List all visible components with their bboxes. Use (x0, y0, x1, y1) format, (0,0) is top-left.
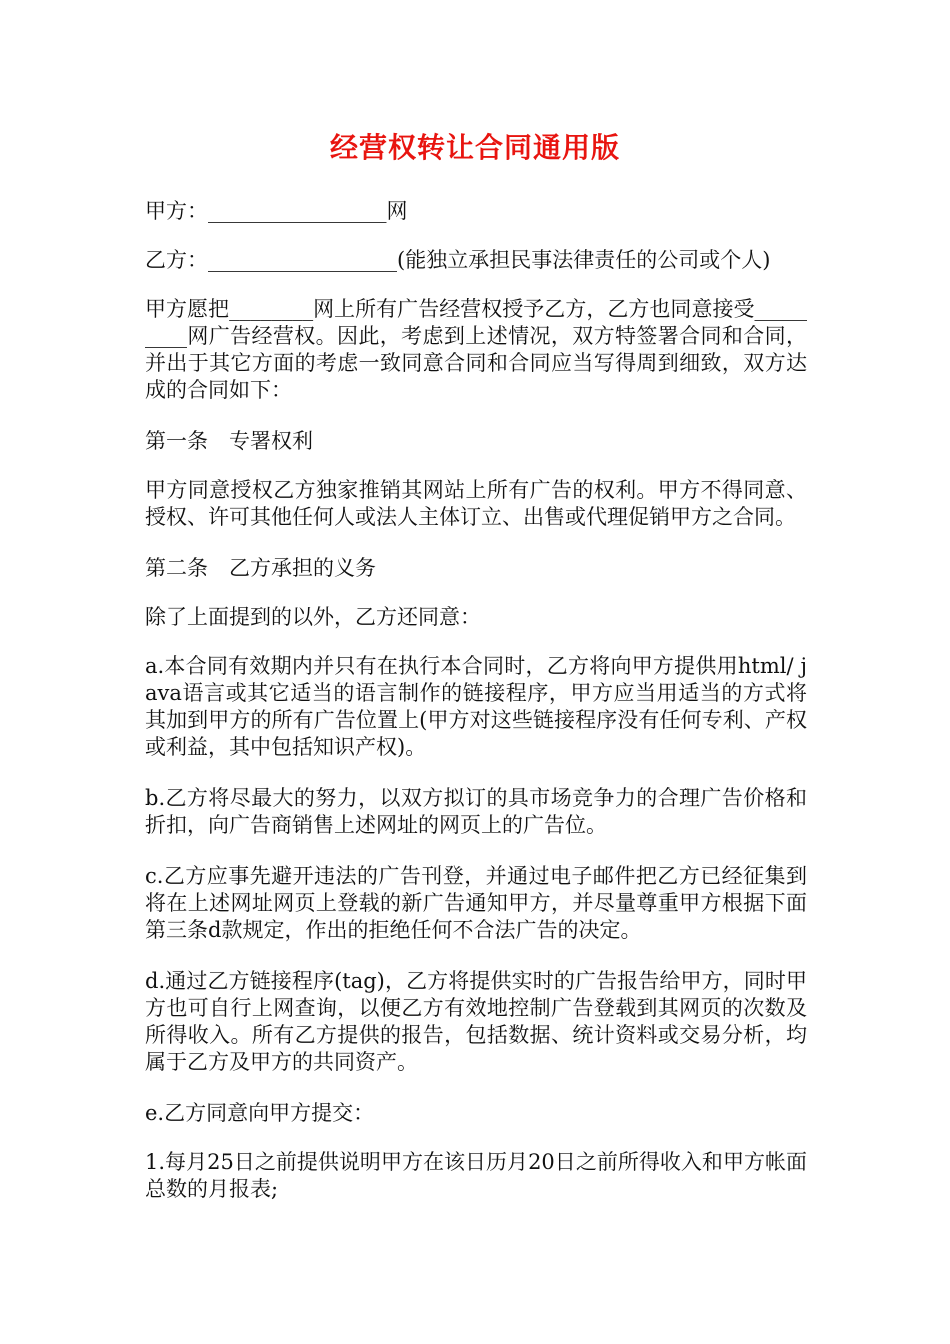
article-2-heading: 第二条 乙方承担的义务 (145, 556, 376, 580)
article-2-intro: 除了上面提到的以外，乙方还同意： (145, 605, 481, 629)
clause-d: d.通过乙方链接程序(tag)，乙方将提供实时的广告报告给甲方，同时甲方也可自行上网查询，以便乙方有效地控制广告登载到其网页的次数及所得收入。所有乙方提供的报告，包括数据、统计资料或交易分析，均属于乙方及甲方的共同资产。 (145, 969, 807, 1074)
document-title: 经营权转让合同通用版 (329, 131, 620, 164)
article-1-heading: 第一条 专署权利 (145, 429, 313, 453)
article-1-paragraph: 甲方同意授权乙方独家推销其网站上所有广告的权利。甲方不得同意、授权、许可其他任何人或法人主体订立、出售或代理促销甲方之合同。 (145, 478, 807, 529)
clause-a: a.本合同有效期内并只有在执行本合同时，乙方将向甲方提供用html/ java语言或其它适当的语言制作的链接程序，甲方应当用适当的方式将其加到甲方的所有广告位置上(甲方对这些链接程序没有任何专利、产权或利益，其中包括知识产权)。 (145, 654, 807, 759)
clause-e: e.乙方同意向甲方提交： (145, 1101, 375, 1125)
party-b-line: 乙方：__________________(能独立承担民事法律责任的公司或个人) (145, 248, 771, 272)
clause-e-item-1: 1.每月25日之前提供说明甲方在该日历月20日之前所得收入和甲方帐面总数的月报表; (145, 1150, 807, 1201)
preamble-paragraph: 甲方愿把________网上所有广告经营权授予乙方，乙方也同意接受_________网广告经营权。因此，考虑到上述情况，双方特签署合同和合同，并出于其它方面的考虑一致同意合同和合同应当写得周到细致，双方达成的合同如下： (145, 297, 807, 402)
document-body (145, 198, 807, 1227)
party-a-line: 甲方：_________________网 (145, 199, 408, 223)
clause-c: c.乙方应事先避开违法的广告刊登，并通过电子邮件把乙方已经征集到将在上述网址网页上登载的新广告通知甲方，并尽量尊重甲方根据下面第三条d款规定，作出的拒绝任何不合法广告的决定。 (145, 864, 807, 942)
clause-b: b.乙方将尽最大的努力，以双方拟订的具市场竞争力的合理广告价格和折扣，向广告商销售上述网址的网页上的广告位。 (145, 786, 807, 837)
